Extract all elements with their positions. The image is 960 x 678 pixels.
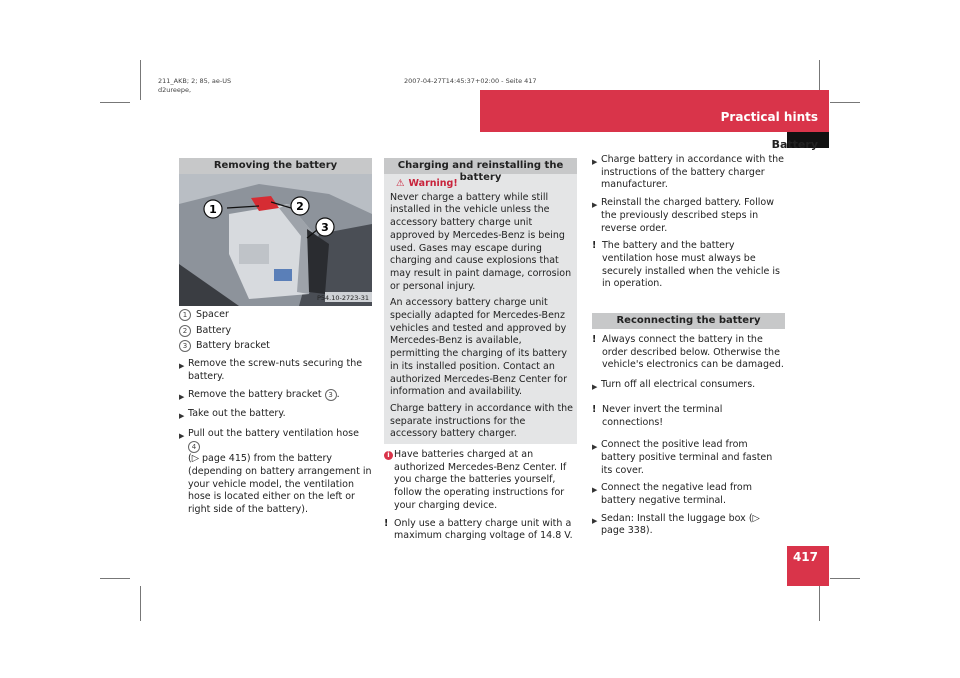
arrow-bullet-icon: ▶	[179, 431, 185, 440]
caution-note-text: Never invert the terminal connections!	[602, 403, 723, 428]
warning-paragraph: Charge battery in accordance with the separate instructions for the accessory battery charger.	[390, 402, 574, 440]
step-item	[592, 439, 785, 477]
step-item	[179, 389, 372, 404]
page-title: Practical hints	[720, 110, 818, 124]
warning-box	[384, 174, 577, 444]
removal-steps	[179, 358, 372, 517]
caution-note-text: The battery and the battery ventilation hose must always be securely installed when the vehicle is in operation.	[602, 240, 780, 290]
step-text: Reinstall the charged battery. Follow the previously described steps in reverse order.	[601, 197, 774, 234]
legend-item	[179, 340, 372, 353]
step-item	[592, 513, 785, 538]
legend-item	[179, 325, 372, 338]
legend-text: Spacer	[196, 309, 229, 320]
step-item	[592, 482, 785, 507]
arrow-bullet-icon: ▶	[592, 158, 598, 166]
step-item	[179, 358, 372, 383]
legend-item	[179, 309, 372, 322]
image-code: P54.10-2723-31	[316, 294, 369, 302]
caution-note	[592, 404, 785, 429]
inline-number: 3	[325, 389, 337, 401]
meta-line1: 211_AKB; 2; 85, ae-US	[158, 77, 232, 85]
info-icon: i	[384, 451, 393, 460]
arrow-bullet-icon: ▶	[179, 362, 185, 371]
column-reconnecting	[592, 154, 785, 538]
info-note	[384, 449, 577, 513]
step-text: Remove the screw-nuts securing the battery.	[188, 358, 363, 382]
section-heading-reconnecting: Reconnecting the battery	[592, 313, 785, 329]
column-removing	[179, 158, 372, 517]
print-timestamp: 2007-04-27T14:45:37+02:00 - Seite 417	[404, 77, 537, 85]
step-text: Turn off all electrical consumers.	[601, 379, 756, 391]
legend-number: 3	[179, 340, 191, 352]
inline-number: 4	[188, 441, 200, 453]
warning-paragraph: An accessory battery charge unit specially adapted for Mercedes-Benz vehicles and tested and approved by Mercedes-Benz is available, permitting the charging of its battery in its installed position. Contact an authorized Mercedes-Benz Center for information and availability.	[390, 297, 568, 398]
legend-text: Battery bracket	[196, 340, 270, 352]
step-text-end: .	[336, 388, 340, 400]
print-meta	[158, 77, 231, 95]
page-subtitle: Battery	[771, 138, 818, 151]
step-item	[592, 379, 785, 394]
arrow-bullet-icon: ▶	[592, 486, 598, 495]
crop-mark	[819, 586, 820, 621]
legend-text: Battery	[196, 324, 232, 336]
legend-number: 1	[179, 309, 191, 321]
step-item	[179, 408, 372, 423]
arrow-bullet-icon: ▶	[179, 392, 185, 401]
arrow-bullet-icon: ▶	[179, 412, 185, 421]
exclamation-icon: !	[592, 403, 597, 415]
crop-mark	[830, 102, 860, 103]
callout-2: 2	[296, 200, 304, 213]
step-text-end: (▷ page 415) from the battery (depending on battery arrangement in your vehicle model, the ventilation hose is located either on the left or right side of the battery).	[188, 453, 372, 516]
crop-mark	[140, 586, 141, 621]
caution-note	[592, 334, 785, 372]
step-text: Connect the negative lead from battery negative terminal.	[601, 482, 752, 507]
callout-3: 3	[321, 221, 329, 234]
crop-mark	[140, 60, 141, 100]
step-text: Charge battery in accordance with the instructions of the battery charger manufacturer.	[601, 154, 785, 191]
warning-triangle-icon: ⚠	[396, 178, 405, 189]
crop-mark	[100, 578, 130, 579]
exclamation-icon: !	[592, 334, 597, 346]
battery-illustration	[179, 174, 372, 306]
legend-number: 2	[179, 325, 191, 337]
info-note-text: Have batteries charged at an authorized Mercedes-Benz Center. If you charge the batteries yourself, follow the operating instructions for your charging device.	[394, 449, 567, 511]
caution-note-text: Only use a battery charge unit with a maximum charging voltage of 14.8 V.	[394, 517, 573, 542]
caution-note	[384, 518, 577, 543]
step-text: Remove the battery bracket	[188, 388, 325, 400]
crop-mark	[830, 578, 860, 579]
section-heading-removing: Removing the battery	[179, 158, 372, 174]
section-heading-charging: Charging and reinstalling the battery	[384, 158, 577, 174]
step-item	[592, 154, 785, 192]
step-text: Take out the battery.	[188, 408, 286, 420]
step-item	[179, 428, 372, 517]
arrow-bullet-icon: ▶	[592, 383, 598, 392]
step-item	[592, 197, 785, 235]
exclamation-icon: !	[384, 517, 389, 529]
crop-mark	[100, 102, 130, 103]
legend-list	[179, 309, 372, 353]
battery-photo	[179, 174, 372, 306]
arrow-bullet-icon: ▶	[592, 516, 598, 525]
step-text: Sedan: Install the luggage box (▷ page 338).	[601, 512, 760, 537]
warning-title: Warning!	[408, 178, 458, 189]
caution-note-text: Always connect the battery in the order described below. Otherwise the vehicle's electronics can be damaged.	[602, 334, 784, 371]
meta-line2: d2ureepe,	[158, 86, 192, 94]
caution-note	[592, 240, 785, 291]
page-number: 417	[792, 550, 818, 564]
warning-paragraph: Never charge a battery while still installed in the vehicle unless the accessory battery charge unit approved by Mercedes-Benz is being used. Gases may escape during charging and cause explosions that may result in paint damage, corrosion or personal injury.	[390, 191, 572, 292]
arrow-bullet-icon: ▶	[592, 201, 598, 210]
arrow-bullet-icon: ▶	[592, 443, 598, 452]
step-text: Pull out the battery ventilation hose	[188, 427, 359, 439]
column-charging	[384, 158, 577, 543]
exclamation-icon: !	[592, 240, 597, 252]
callout-1: 1	[209, 203, 217, 216]
step-text: Connect the positive lead from battery positive terminal and fasten its cover.	[601, 439, 773, 476]
